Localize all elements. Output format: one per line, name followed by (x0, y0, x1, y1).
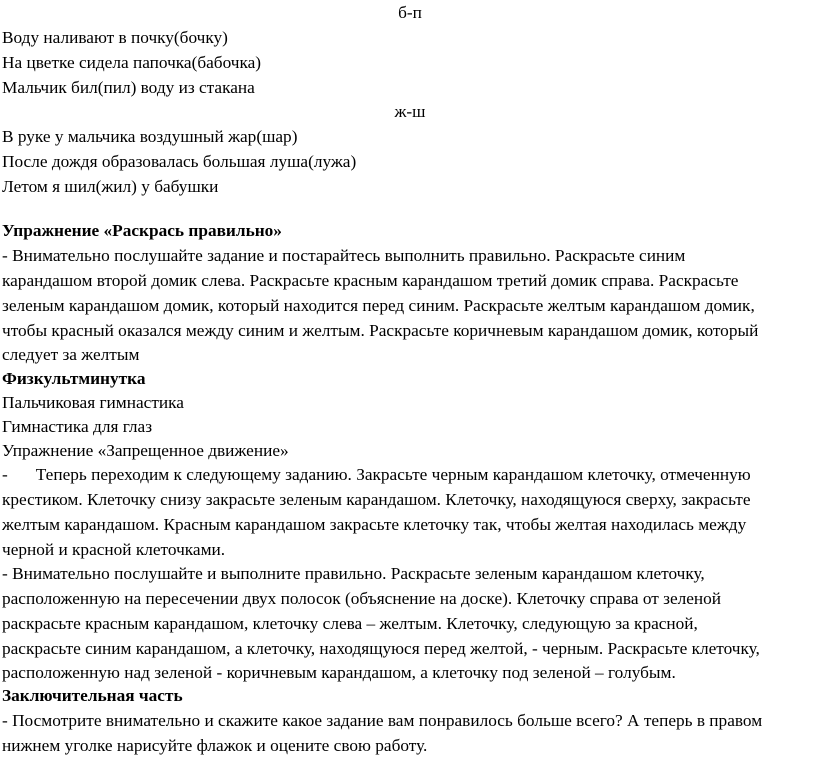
list-dash: - (2, 465, 8, 484)
text-line: После дождя образовалась большая луша(лужа) (2, 152, 357, 171)
text-span: Теперь переходим к следующему заданию. Закрасьте черным карандашом клеточку, отмеченную (35, 465, 751, 484)
text-line: нижнем уголке нарисуйте флажок и оцените свою работу. (2, 736, 428, 755)
text-line: - Посмотрите внимательно и скажите какое задание вам понравилось больше всего? А теперь в правом (2, 711, 763, 730)
text-line: следует за желтым (2, 345, 140, 364)
list-item: Пальчиковая гимнастика (2, 393, 184, 412)
heading-bp: б-п (398, 3, 422, 22)
text-line: расположенную над зеленой - коричневым карандашом, а клеточку под зеленой – голубым. (2, 663, 676, 682)
text-line: раскрасьте синим карандашом, а клеточку, находящуюся перед желтой, - черным. Раскрасьте клеточку, (2, 639, 760, 658)
list-item: Гимнастика для глаз (2, 417, 153, 436)
text-line: Мальчик бил(пил) воду из стакана (2, 78, 255, 97)
text-line: раскрасьте красным карандашом, клеточку слева – желтым. Клеточку, следующую за красной, (2, 614, 698, 633)
text-line: - Внимательно послушайте задание и постарайтесь выполнить правильно. Раскрасьте синим (2, 246, 686, 265)
text-line: черной и красной клеточками. (2, 540, 226, 559)
text-line (2, 462, 751, 487)
text-line: карандашом второй домик слева. Раскрасьте красным карандашом третий домик справа. Раскрасьте (2, 271, 739, 290)
text-line: В руке у мальчика воздушный жар(шар) (2, 127, 298, 146)
text-line: чтобы красный оказался между синим и желтым. Раскрасьте коричневым карандашом домик, который (2, 321, 759, 340)
fizkult-title: Физкультминутка (2, 369, 146, 388)
conclusion-title: Заключительная часть (2, 686, 183, 705)
text-line: расположенную на пересечении двух полосок (объяснение на доске). Клеточку справа от зеленой (2, 589, 722, 608)
text-line: крестиком. Клеточку снизу закрасьте зеленым карандашом. Клеточку, находящуюся сверху, закрасьте (2, 490, 751, 509)
text-line: зеленым карандашом домик, который находится перед синим. Раскрасьте желтым карандашом домик, (2, 296, 755, 315)
text-line: - Внимательно послушайте и выполните правильно. Раскрасьте зеленым карандашом клеточку, (2, 564, 705, 583)
text-line: Летом я шил(жил) у бабушки (2, 177, 219, 196)
heading-zhsh: ж-ш (394, 102, 426, 121)
text-line: Воду наливают в почку(бочку) (2, 28, 228, 47)
text-line: На цветке сидела папочка(бабочка) (2, 53, 262, 72)
list-item: Упражнение «Запрещенное движение» (2, 441, 289, 460)
text-line: желтым карандашом. Красным карандашом закрасьте клеточку так, чтобы желтая находилась между (2, 515, 747, 534)
exercise-title: Упражнение «Раскрась правильно» (2, 221, 282, 240)
